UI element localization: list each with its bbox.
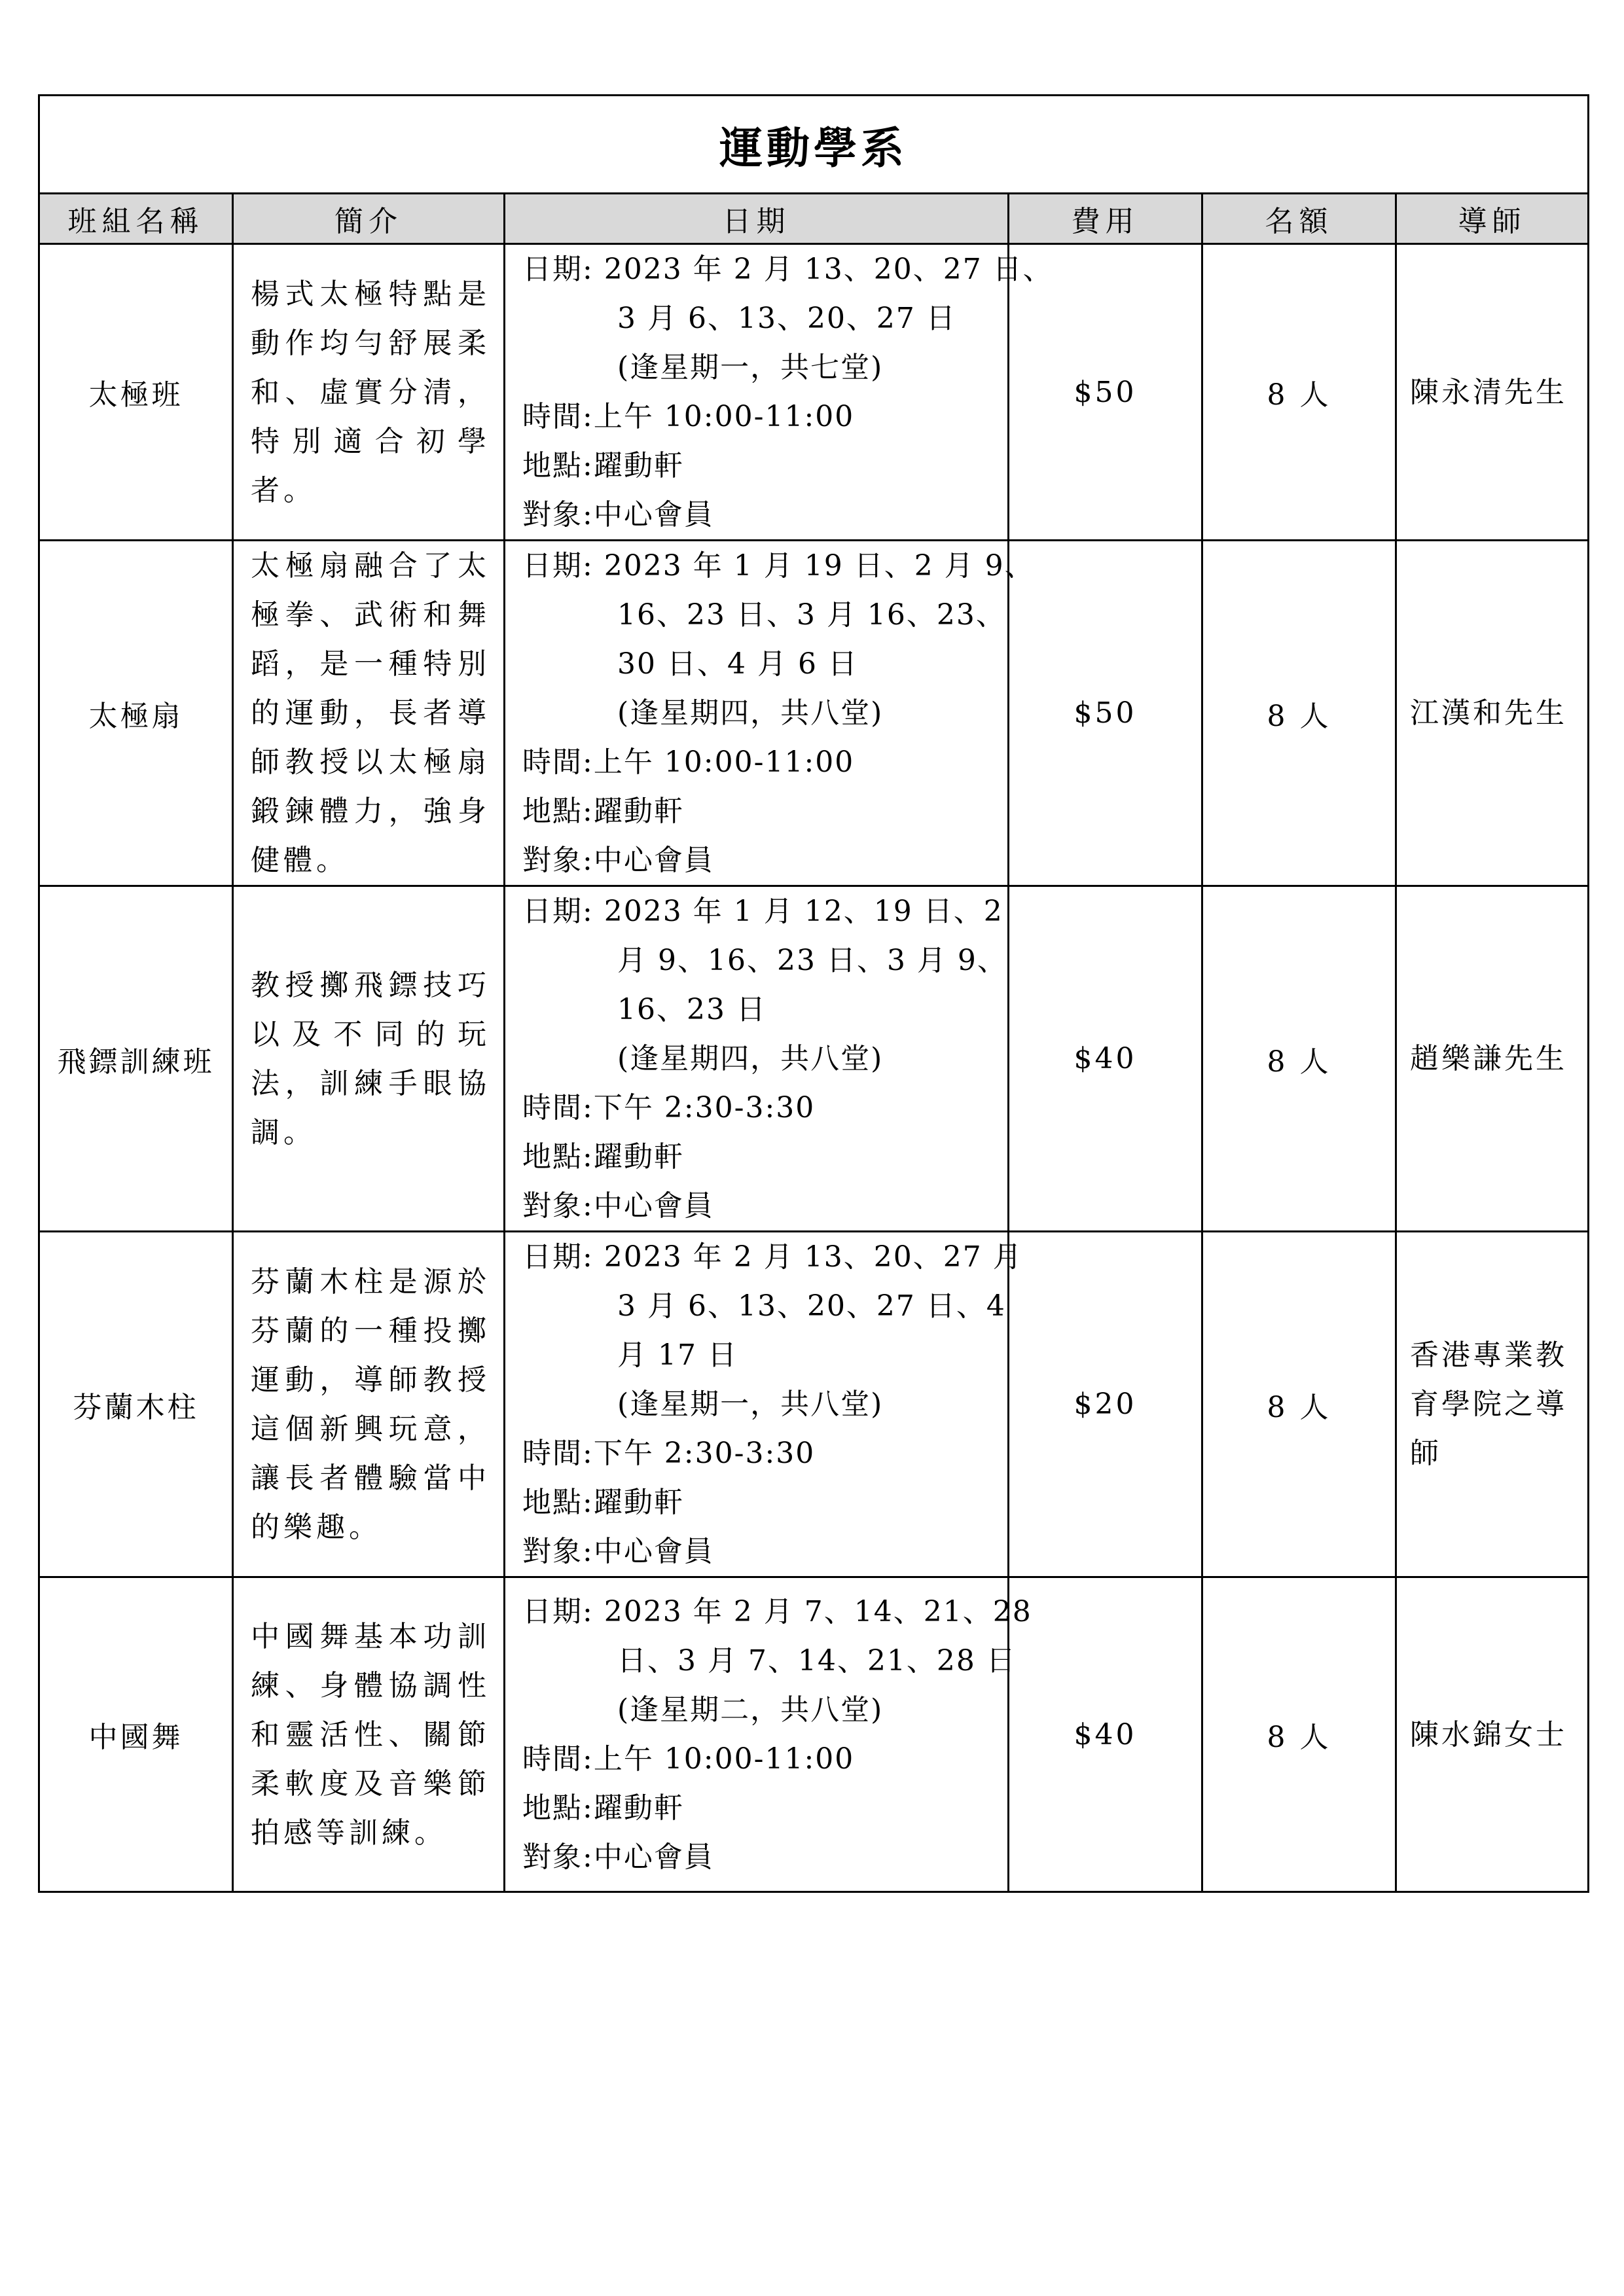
- date-line: 日、3 月 7、14、21、28 日: [617, 1644, 1017, 1677]
- course-fee: $50: [1009, 244, 1202, 541]
- table-row: [39, 886, 1589, 1232]
- date-line: 月 17 日: [617, 1338, 738, 1372]
- course-quota: 8 人: [1202, 1577, 1396, 1892]
- target-line: 對象:中心會員: [522, 498, 714, 531]
- course-intro: 中國舞基本功訓練、身體協調性和靈活性、關節柔軟度及音樂節拍感等訓練。: [233, 1577, 505, 1892]
- date-line: 30 日、4 月 6 日: [617, 647, 858, 681]
- target-line: 對象:中心會員: [522, 1535, 714, 1568]
- venue-line: 地點:躍動軒: [522, 1486, 684, 1519]
- date-line: 日期: 2023 年 1 月 19 日、2 月 9、: [522, 549, 1035, 583]
- header-date: 日期: [505, 194, 1009, 244]
- header-name: 班組名稱: [39, 194, 233, 244]
- course-schedule: [505, 1577, 1032, 1892]
- course-name: 太極班: [39, 244, 233, 541]
- venue-line: 地點:躍動軒: [522, 1791, 684, 1825]
- course-tutor: 陳永清先生: [1396, 244, 1589, 541]
- page-title: 運動學系: [39, 96, 1589, 194]
- date-line: 3 月 6、13、20、27 日: [617, 302, 956, 335]
- date-line: (逢星期四，共八堂): [617, 1042, 884, 1075]
- header-quota: 名額: [1202, 194, 1396, 244]
- course-intro: 太極扇融合了太極拳、武術和舞蹈，是一種特別的運動，長者導師教授以太極扇鍛鍊體力，強身健體。: [233, 541, 505, 886]
- date-line: 日期: 2023 年 2 月 7、14、21、28: [522, 1595, 1032, 1628]
- date-line: 日期: 2023 年 1 月 12、19 日、2: [522, 895, 1003, 928]
- date-line: 16、23 日: [617, 993, 767, 1026]
- target-line: 對象:中心會員: [522, 1189, 714, 1223]
- course-quota: 8 人: [1202, 541, 1396, 886]
- table-row: [39, 541, 1589, 886]
- date-line: 3 月 6、13、20、27 日、4: [617, 1289, 1006, 1323]
- header-fee: 費用: [1009, 194, 1202, 244]
- header-tutor: 導師: [1396, 194, 1589, 244]
- course-schedule: [505, 541, 1035, 886]
- time-line: 時間:上午 10:00-11:00: [522, 1742, 855, 1776]
- course-table: [38, 94, 1589, 1893]
- table-row: [39, 1232, 1589, 1577]
- date-line: 月 9、16、23 日、3 月 9、: [617, 944, 1007, 977]
- course-name: 太極扇: [39, 541, 233, 886]
- header-intro: 簡介: [233, 194, 505, 244]
- table-row: [39, 1577, 1589, 1892]
- target-line: 對象:中心會員: [522, 1840, 714, 1874]
- date-line: 16、23 日、3 月 16、23、: [617, 598, 1006, 632]
- course-quota: 8 人: [1202, 244, 1396, 541]
- course-quota: 8 人: [1202, 886, 1396, 1232]
- course-tutor: 趙樂謙先生: [1396, 886, 1589, 1232]
- course-intro: 楊式太極特點是動作均勻舒展柔和、虛實分清，特別適合初學者。: [233, 244, 505, 541]
- date-line: (逢星期一，共八堂): [617, 1388, 884, 1421]
- course-schedule: [505, 244, 1053, 541]
- course-tutor: 陳水錦女士: [1396, 1577, 1589, 1892]
- course-fee: $40: [1009, 1577, 1202, 1892]
- date-line: (逢星期四，共八堂): [617, 696, 884, 730]
- date-line: (逢星期二，共八堂): [617, 1693, 884, 1727]
- course-intro: 教授擲飛鏢技巧以及不同的玩法，訓練手眼協調。: [233, 886, 505, 1232]
- course-name: 中國舞: [39, 1577, 233, 1892]
- course-fee: $40: [1009, 886, 1202, 1232]
- table-row: [39, 244, 1589, 541]
- course-schedule: [505, 1232, 1023, 1577]
- course-fee: $50: [1009, 541, 1202, 886]
- header-row: [39, 194, 1589, 244]
- time-line: 時間:上午 10:00-11:00: [522, 745, 855, 779]
- venue-line: 地點:躍動軒: [522, 795, 684, 828]
- course-schedule: [505, 886, 1009, 1232]
- course-tutor: 香港專業教育學院之導師: [1396, 1232, 1589, 1577]
- course-fee: $20: [1009, 1232, 1202, 1577]
- date-line: (逢星期一，共七堂): [617, 351, 884, 384]
- target-line: 對象:中心會員: [522, 844, 714, 877]
- date-line: 日期: 2023 年 2 月 13、20、27 日、: [522, 253, 1053, 286]
- venue-line: 地點:躍動軒: [522, 1140, 684, 1174]
- course-tutor: 江漢和先生: [1396, 541, 1589, 886]
- venue-line: 地點:躍動軒: [522, 449, 684, 482]
- course-name: 飛鏢訓練班: [39, 886, 233, 1232]
- course-name: 芬蘭木柱: [39, 1232, 233, 1577]
- course-quota: 8 人: [1202, 1232, 1396, 1577]
- time-line: 時間:下午 2:30-3:30: [522, 1437, 816, 1470]
- date-line: 日期: 2023 年 2 月 13、20、27 月: [522, 1240, 1023, 1274]
- time-line: 時間:下午 2:30-3:30: [522, 1091, 816, 1124]
- time-line: 時間:上午 10:00-11:00: [522, 400, 855, 433]
- course-intro: 芬蘭木柱是源於芬蘭的一種投擲運動，導師教授這個新興玩意，讓長者體驗當中的樂趣。: [233, 1232, 505, 1577]
